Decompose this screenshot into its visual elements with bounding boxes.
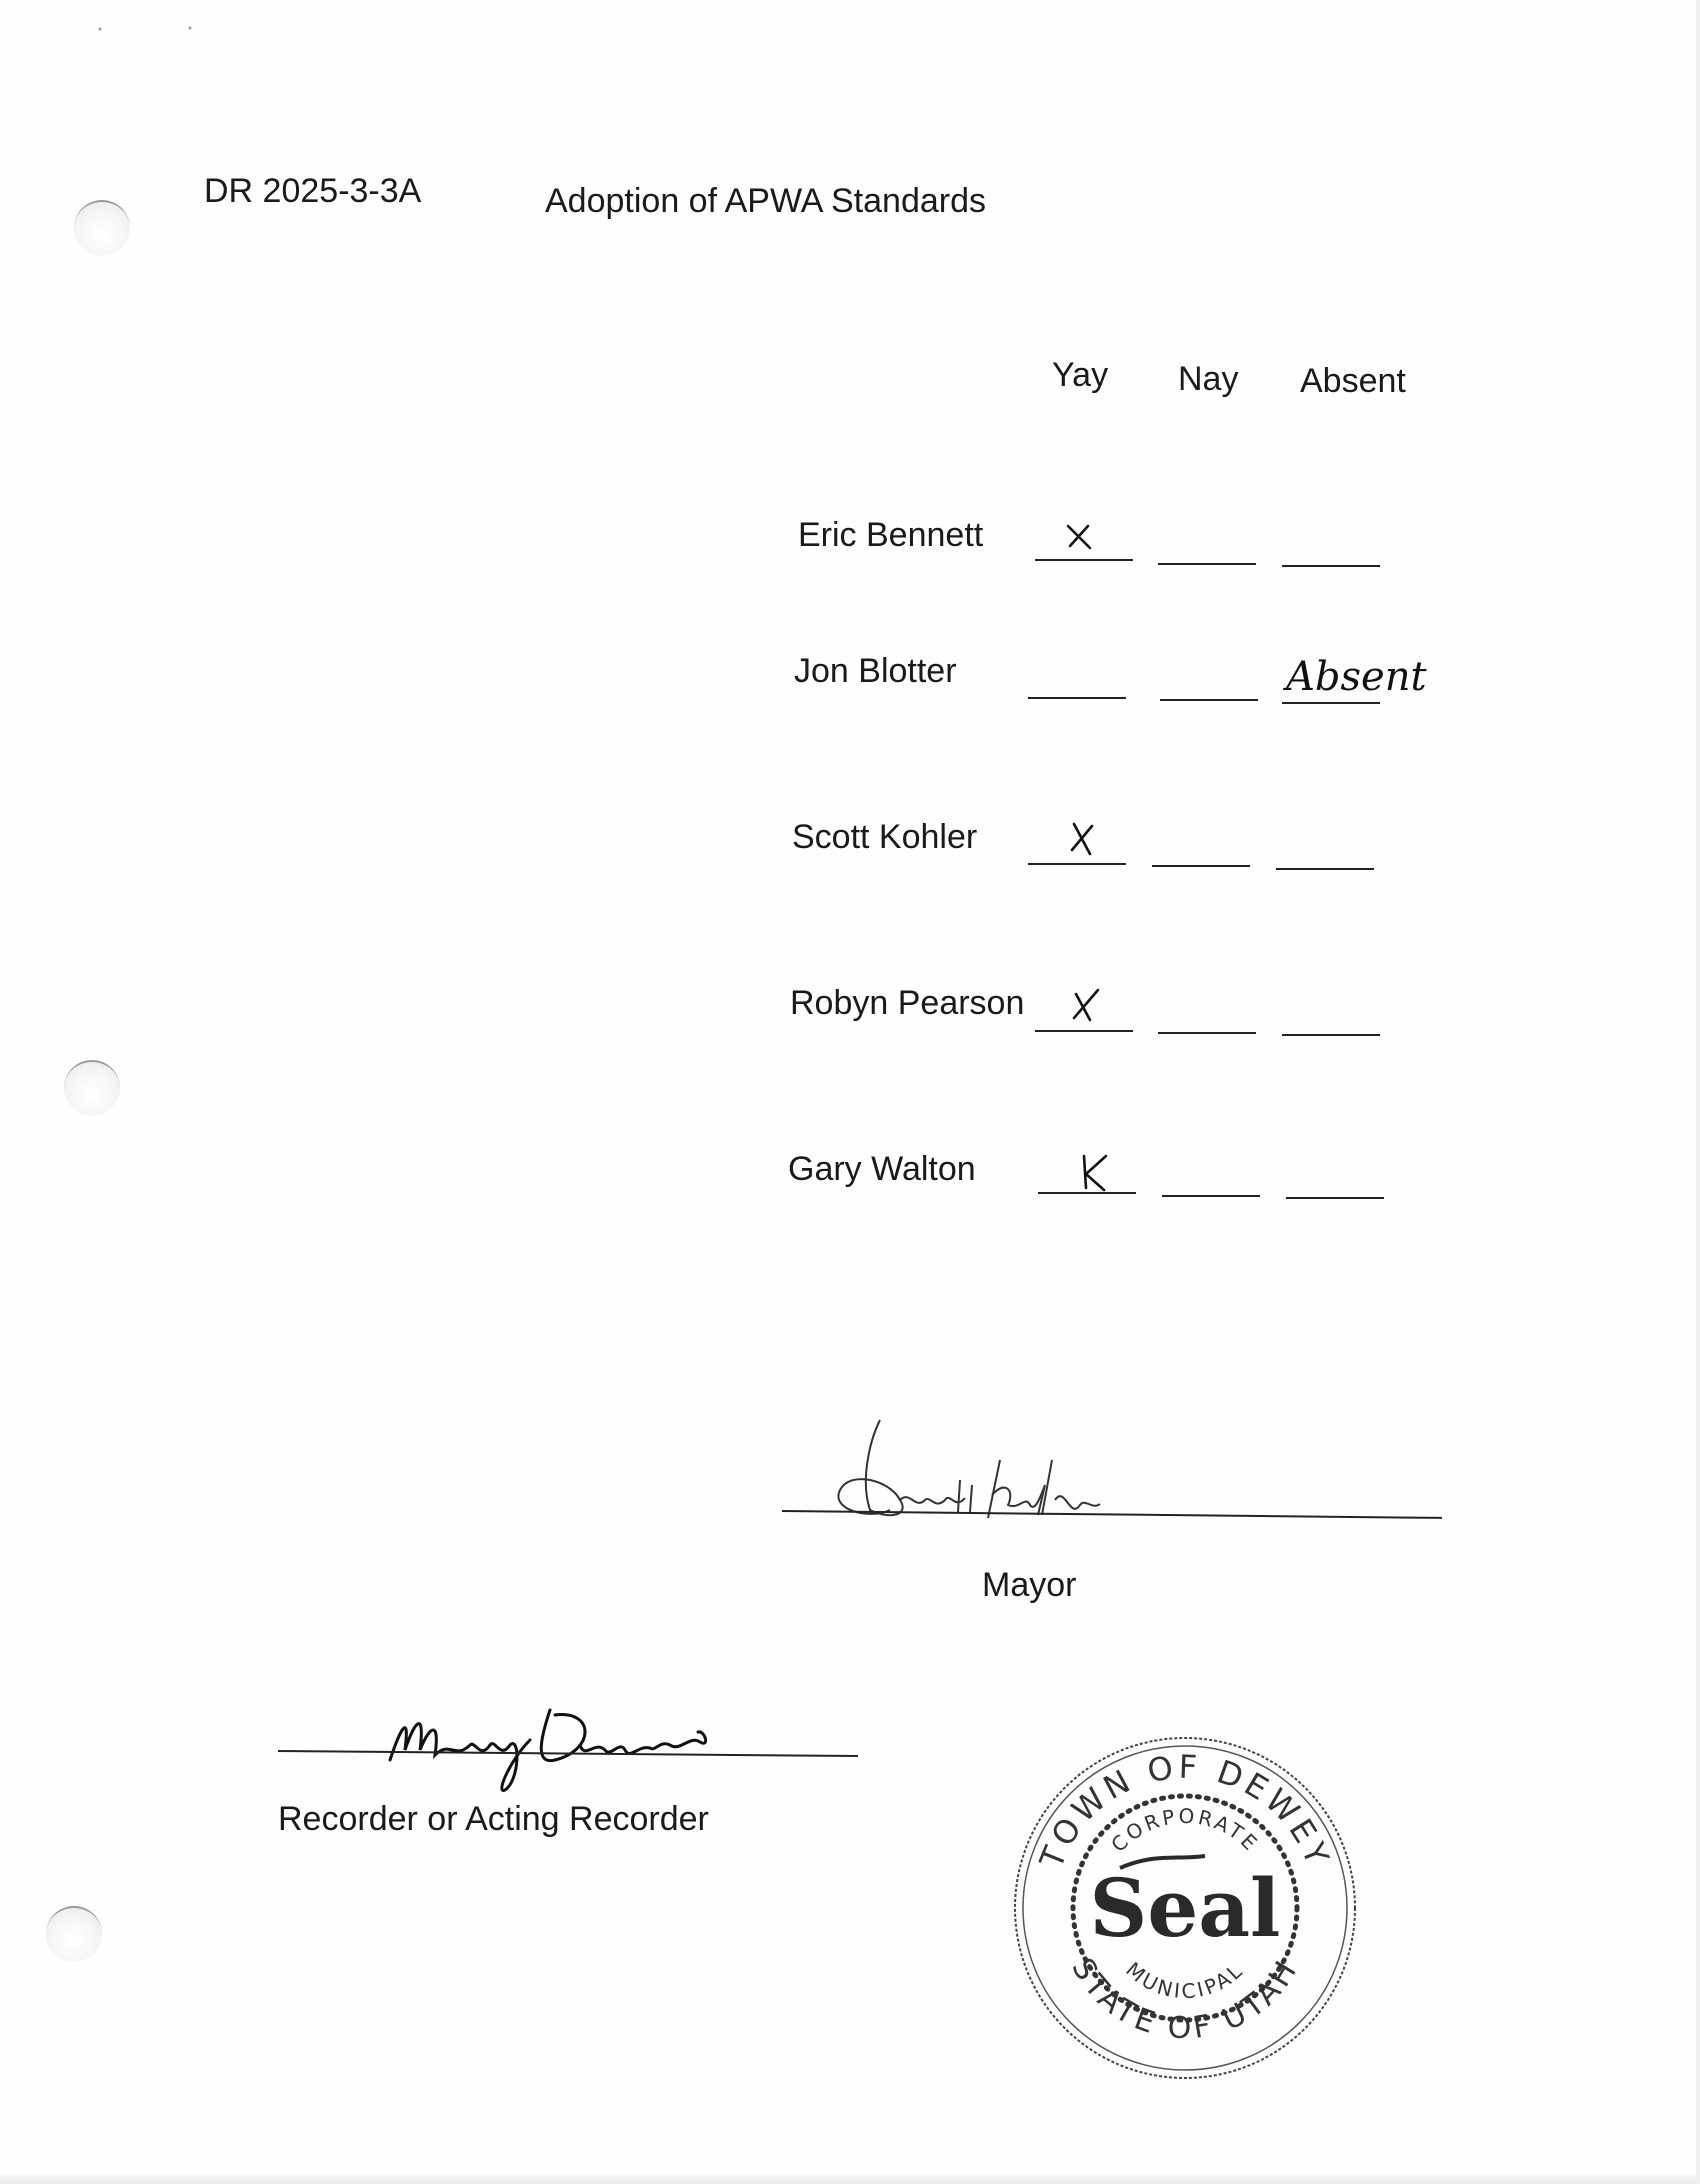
handwritten-absent-mark: Absent: [1286, 654, 1427, 700]
handwritten-x-mark: [1062, 520, 1096, 554]
document-number: DR 2025-3-3A: [204, 172, 422, 210]
punch-hole-bottom: [46, 1906, 102, 1962]
handwritten-x-mark: [1066, 820, 1100, 858]
handwritten-x-mark: [1078, 1152, 1112, 1192]
seal-inner-bottom-text: MUNICIPAL: [1121, 1957, 1249, 2004]
voter-name: Scott Kohler: [792, 818, 978, 856]
vote-line-absent: [1282, 1034, 1380, 1036]
column-header-absent: Absent: [1300, 362, 1406, 400]
column-header-nay: Nay: [1178, 360, 1239, 398]
seal-inner-top-text: CORPORATE: [1106, 1803, 1264, 1857]
document-title: Adoption of APWA Standards: [545, 182, 987, 220]
mayor-label: Mayor: [982, 1566, 1077, 1604]
seal-outer-top-text: TOWN OF DEWEY: [1032, 1747, 1338, 1874]
voter-name: Gary Walton: [788, 1150, 976, 1188]
vote-line-absent: [1286, 1197, 1384, 1199]
punch-hole-middle: [64, 1060, 120, 1116]
vote-line-nay: [1152, 865, 1250, 867]
voter-name: Robyn Pearson: [790, 984, 1025, 1022]
vote-line-absent: [1282, 702, 1380, 704]
vote-line-yay: [1038, 1192, 1136, 1194]
vote-line-nay: [1160, 699, 1258, 701]
vote-line-yay: [1028, 863, 1126, 865]
vote-line-nay: [1158, 563, 1256, 565]
vote-line-nay: [1158, 1032, 1256, 1034]
punch-hole-top: [74, 200, 130, 256]
column-header-yay: Yay: [1052, 356, 1109, 394]
voter-name: Eric Bennett: [798, 516, 984, 554]
handwritten-x-mark: [1068, 986, 1102, 1024]
vote-line-absent: [1276, 868, 1374, 870]
scan-edge-shadow: [1696, 0, 1700, 2184]
vote-line-yay: [1035, 559, 1133, 561]
recorder-label: Recorder or Acting Recorder: [278, 1800, 709, 1838]
scan-specks: [96, 22, 196, 34]
vote-line-absent: [1282, 565, 1380, 567]
voter-name: Jon Blotter: [794, 652, 957, 690]
corporate-seal-stamp: [1005, 1728, 1365, 2088]
vote-line-nay: [1162, 1195, 1260, 1197]
recorder-signature: [380, 1690, 730, 1800]
vote-line-yay: [1028, 697, 1126, 699]
scan-edge-shadow: [0, 2172, 1700, 2184]
seal-center-text: Seal: [1089, 1861, 1281, 1955]
seal-outer-bottom-text: STATE OF UTAH: [1064, 1952, 1306, 2047]
vote-line-yay: [1035, 1030, 1133, 1032]
